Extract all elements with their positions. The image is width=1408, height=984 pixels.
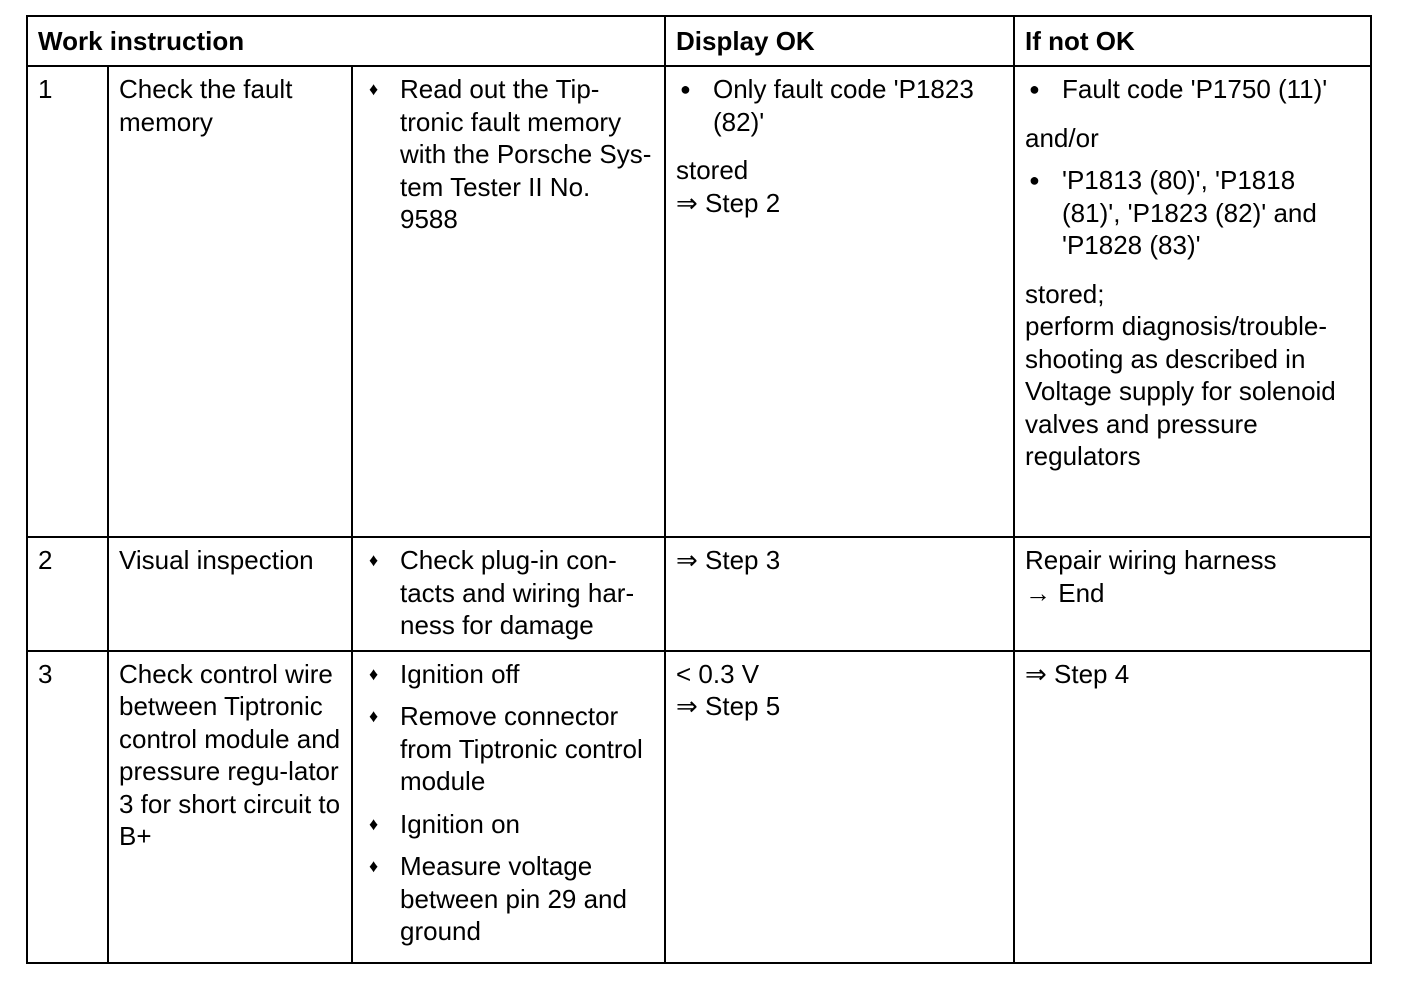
step-number: 1	[27, 66, 108, 537]
work-instruction-table	[26, 15, 1372, 964]
notok-text: stored; perform diagnosis/trouble-shooting as described in Voltage supply for solenoid valves and pressure regulators	[1025, 278, 1336, 471]
instruction-item: ♦ Ignition off	[363, 658, 654, 691]
instruction-item: ♦ Check plug-in con-tacts and wiring har-ness for damage	[363, 544, 654, 642]
ok-stored: stored	[676, 155, 749, 185]
ok-next-step: ⇒ Step 5	[676, 691, 781, 721]
step-task: Visual inspection	[108, 537, 352, 651]
step-number: 3	[27, 651, 108, 963]
ok-next-step: ⇒ Step 3	[676, 545, 781, 575]
header-work-instruction: Work instruction	[27, 16, 665, 66]
if-not-ok-cell	[1014, 537, 1371, 651]
display-ok-cell	[665, 651, 1014, 963]
ok-value: < 0.3 V	[676, 658, 760, 689]
notok-bullet: ● Fault code 'P1750 (11)'	[1025, 73, 1360, 106]
instruction-item: ♦ Read out the Tip-tronic fault memory with the Porsche Sys-tem Tester II No. 9588	[363, 73, 654, 236]
table-row	[27, 537, 1371, 651]
instruction-cell	[352, 651, 665, 963]
if-not-ok-cell	[1014, 66, 1371, 537]
if-not-ok-cell	[1014, 651, 1371, 963]
instruction-item: ♦ Measure voltage between pin 29 and ground	[363, 850, 654, 948]
instruction-item: ♦ Remove connector from Tiptronic control module	[363, 700, 654, 798]
notok-text: Repair wiring harness → End	[1025, 545, 1277, 608]
ok-next-step: ⇒ Step 2	[676, 187, 781, 218]
notok-andor: and/or	[1025, 122, 1099, 153]
notok-bullet: ● 'P1813 (80)', 'P1818 (81)', 'P1823 (82)' and 'P1828 (83)'	[1025, 164, 1360, 262]
step-task: Check control wire between Tiptronic control module and pressure regu-lator 3 for short circuit to B+	[108, 651, 352, 963]
instruction-cell	[352, 537, 665, 651]
instruction-item: ♦ Ignition on	[363, 808, 654, 841]
notok-text: ⇒ Step 4	[1025, 658, 1130, 689]
header-display-ok: Display OK	[665, 16, 1014, 66]
header-row	[27, 16, 1371, 66]
display-ok-cell	[665, 537, 1014, 651]
instruction-cell	[352, 66, 665, 537]
table-row	[27, 651, 1371, 963]
header-if-not-ok: If not OK	[1014, 16, 1371, 66]
step-number: 2	[27, 537, 108, 651]
ok-bullet: ● Only fault code 'P1823 (82)'	[676, 73, 1003, 138]
step-task: Check the fault memory	[108, 66, 352, 537]
table-row	[27, 66, 1371, 537]
display-ok-cell	[665, 66, 1014, 537]
